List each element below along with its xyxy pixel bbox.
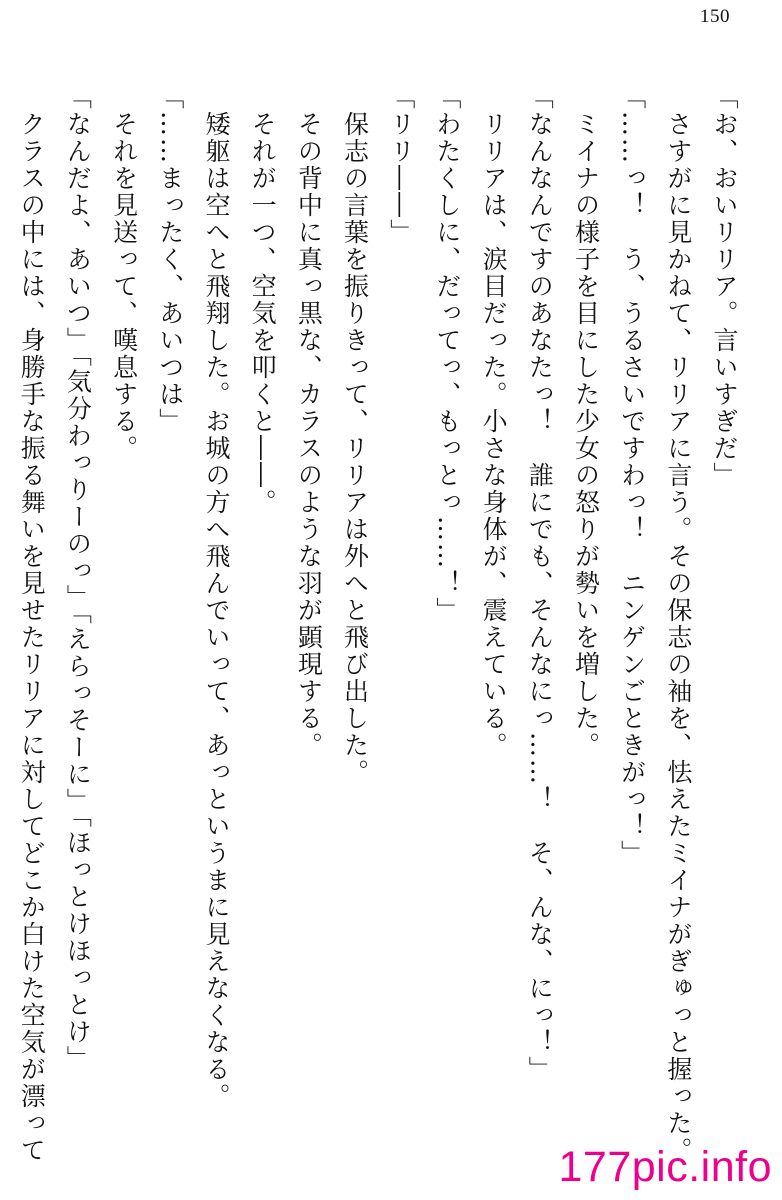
text-line: 「なんなんですのあなたっ！ 誰にでも、そんなにっ……！ そ、んな、にっ！」 xyxy=(525,84,555,1083)
text-line: 「……まったく、あいつは」 xyxy=(155,84,185,435)
watermark: 177pic.info xyxy=(558,1143,772,1191)
text-line: クラスの中には、身勝手な振る舞いを見せたリリアに対してどこか白けた空気が漂って xyxy=(17,84,47,1164)
text-line: 「わたくしに、だってっ、もっとっ……！」 xyxy=(432,84,462,624)
text-line: それを見送って、嘆息する。 xyxy=(109,84,139,462)
text-line: その背中に真っ黒な、カラスのような羽が顕現する。 xyxy=(294,84,324,759)
text-line: さすがに見かねて、リリアに言う。その保志の袖を、怯えたミイナがぎゅっと握った。 xyxy=(663,84,693,1164)
text-line: 「リリ――」 xyxy=(386,84,416,246)
vertical-body-text xyxy=(0,84,742,1164)
text-line xyxy=(0,84,3,1144)
text-line: 「お、おいリリア。言いすぎだ」 xyxy=(710,84,739,489)
text-line: 「……っ！ う、うるさいですわっ！ ニンゲンごときがっ！」 xyxy=(617,84,647,867)
text-line: 「なんだよ、あいつ」「気分わっりーのっ」「えらっそーに」「ほっとけほっとけ」 xyxy=(63,84,93,1073)
text-line: 保志の言葉を振りきって、リリアは外へと飛び出した。 xyxy=(340,84,370,786)
text-line: リリアは、涙目だった。小さな身体が、震えている。 xyxy=(479,84,509,759)
page-number: 150 xyxy=(700,6,730,27)
text-line: 矮躯は空へと飛翔した。お城の方へ飛んでいって、あっというまに見えなくなる。 xyxy=(201,84,231,1110)
text-line: それが一つ、空気を叩くと――。 xyxy=(248,84,278,516)
text-line: ミイナの様子を目にした少女の怒りが勢いを増した。 xyxy=(571,84,601,759)
